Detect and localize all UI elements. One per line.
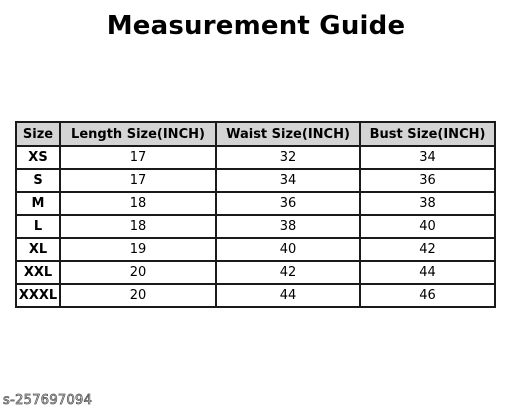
watermark-id: s-257697094 [3,393,93,408]
table-row [16,215,495,238]
measurement-table [15,121,496,308]
bust-cell: 40 [360,215,495,238]
length-cell: 17 [60,169,216,192]
table-header [16,122,495,146]
table-row [16,192,495,215]
length-cell: 20 [60,284,216,307]
column-header-length: Length Size(INCH) [60,122,216,146]
length-cell: 18 [60,192,216,215]
size-cell: L [16,215,60,238]
waist-cell: 36 [216,192,360,215]
waist-cell: 38 [216,215,360,238]
waist-cell: 40 [216,238,360,261]
size-cell: XXXL [16,284,60,307]
length-cell: 20 [60,261,216,284]
table-row [16,169,495,192]
table-row [16,146,495,169]
table-body [16,146,495,307]
bust-cell: 34 [360,146,495,169]
size-cell: XXL [16,261,60,284]
header-row [16,122,495,146]
waist-cell: 34 [216,169,360,192]
waist-cell: 32 [216,146,360,169]
size-cell: XL [16,238,60,261]
bust-cell: 46 [360,284,495,307]
table-row [16,238,495,261]
size-cell: M [16,192,60,215]
table-row [16,284,495,307]
column-header-bust: Bust Size(INCH) [360,122,495,146]
column-header-size: Size [16,122,60,146]
size-cell: S [16,169,60,192]
table-row [16,261,495,284]
bust-cell: 36 [360,169,495,192]
bust-cell: 38 [360,192,495,215]
waist-cell: 42 [216,261,360,284]
bust-cell: 44 [360,261,495,284]
column-header-waist: Waist Size(INCH) [216,122,360,146]
page-title: Measurement Guide [106,11,406,41]
length-cell: 18 [60,215,216,238]
length-cell: 17 [60,146,216,169]
size-cell: XS [16,146,60,169]
waist-cell: 44 [216,284,360,307]
bust-cell: 42 [360,238,495,261]
length-cell: 19 [60,238,216,261]
